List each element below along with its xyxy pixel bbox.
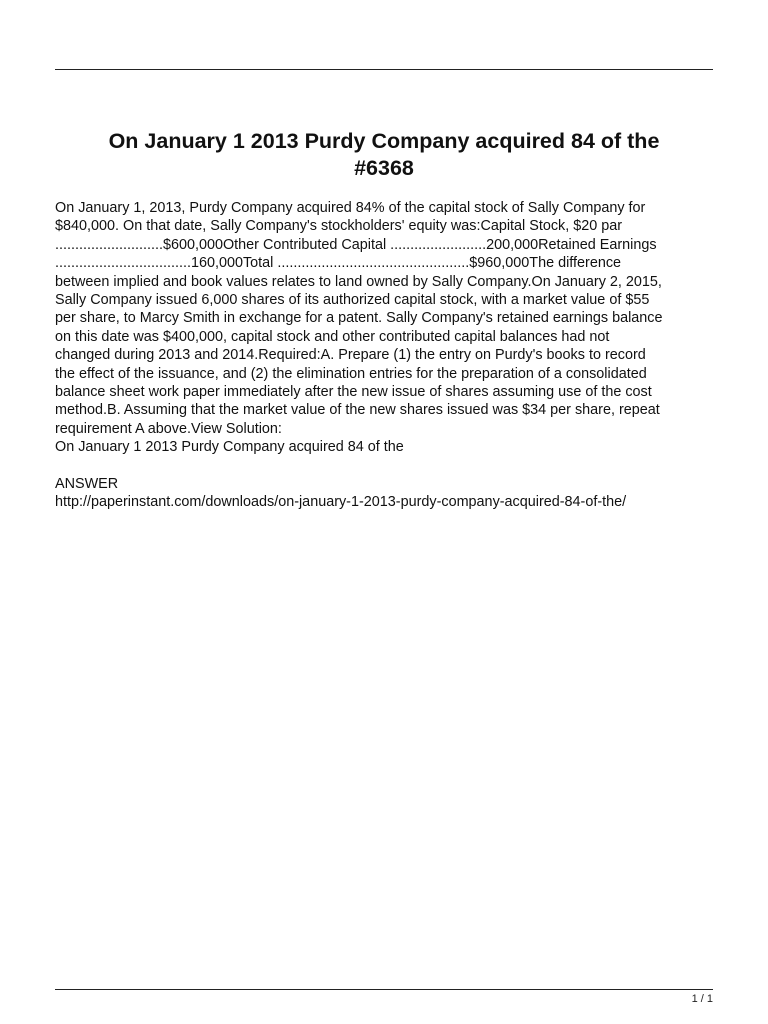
document-body [55, 199, 713, 457]
body-line: between implied and book values relates to land owned by Sally Company.On January 2, 2015, [55, 273, 662, 290]
body-line: the effect of the issuance, and (2) the elimination entries for the preparation of a consolidated [55, 365, 647, 382]
title-line-2: #6368 [354, 156, 414, 180]
bottom-divider [55, 989, 713, 990]
body-line: On January 1 2013 Purdy Company acquired 84 of the [55, 439, 404, 456]
answer-label: ANSWER [55, 476, 119, 492]
body-line: ...........................$600,000Other Contributed Capital ........................200,000Retained Earnings [55, 236, 657, 253]
answer-link[interactable]: http://paperinstant.com/downloads/on-january-1-2013-purdy-company-acquired-84-of-the/ [55, 494, 627, 511]
body-line: per share, to Marcy Smith in exchange for a patent. Sally Company's retained earnings balance [55, 310, 663, 327]
body-line: balance sheet work paper immediately after the new issue of shares assuming use of the cost [55, 384, 652, 401]
body-line: requirement A above.View Solution: [55, 420, 282, 437]
top-divider [55, 69, 713, 70]
body-line: Sally Company issued 6,000 shares of its authorized capital stock, with a market value of $55 [55, 292, 650, 309]
page-number: 1 / 1 [691, 993, 713, 1005]
body-line: $840,000. On that date, Sally Company's stockholders' equity was:Capital Stock, $20 par [55, 218, 623, 235]
body-line: on this date was $400,000, capital stock and other contributed capital balances had not [55, 328, 610, 345]
body-line: ..................................160,000Total ................................................$960,000The difference [55, 255, 622, 272]
body-line: On January 1, 2013, Purdy Company acquired 84% of the capital stock of Sally Company for [55, 200, 646, 216]
document-title [55, 128, 713, 182]
title-line-1: On January 1 2013 Purdy Company acquired 84 of the [108, 129, 660, 153]
answer-section [55, 475, 713, 512]
body-line: changed during 2013 and 2014.Required:A. Prepare (1) the entry on Purdy's books to record [55, 347, 646, 364]
body-line: method.B. Assuming that the market value of the new shares issued was $34 per share, repeat [55, 402, 660, 419]
